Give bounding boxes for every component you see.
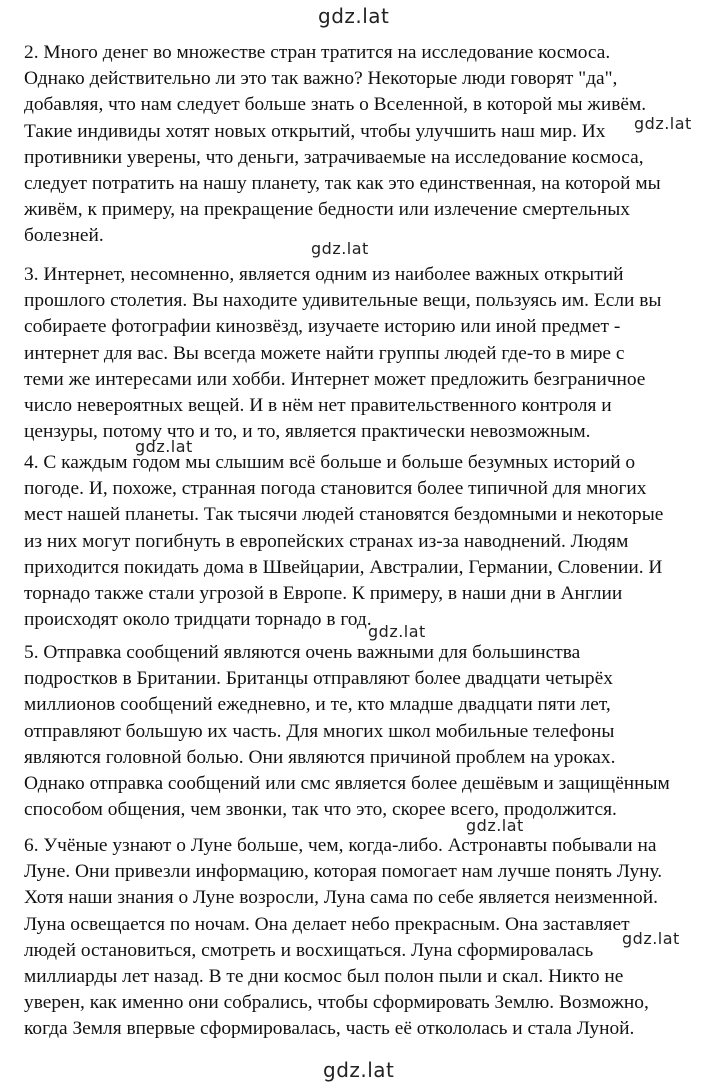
paragraph-5: 5. Отправка сообщений являются очень важными для большинства подростков в Британии. Британцы отправляют более двадцати четырёх миллионов сообщений ежедневно, и те, кто младше двадцати пяти лет, отправляют большую их часть. Для многих школ мобильные телефоны являются головной болью. Они являются причиной проблем на уроках. Однако отправка сообщений или смс является более дешёвым и защищённым способом общения, чем звонки, так что это, скорее всего, продолжится. xyxy=(24,642,670,821)
paragraph-3: 3. Интернет, несомненно, является одним из наиболее важных открытий прошлого столетия. Вы находите удивительные вещи, пользуясь им. Если вы собираете фотографии кинозвёзд, изучаете историю или иной предмет - интернет для вас. Вы всегда можете найти группы людей где-то в мире с теми же интересами или хобби. Интернет может предложить безграничное число невероятных вещей. И в нём нет правительственного контроля и цензуры, потому что и то, и то, является практически невозможным. xyxy=(24,264,662,443)
watermark-bottom: gdz.lat xyxy=(323,1058,395,1082)
watermark: gdz.lat xyxy=(634,114,692,133)
watermark: gdz.lat xyxy=(622,929,680,948)
watermark: gdz.lat xyxy=(135,437,193,456)
paragraph-2: 2. Много денег во множестве стран тратится на исследование космоса. Однако действительно ли это так важно? Некоторые люди говорят "да", добавляя, что нам следует больше знать о Вселенной, в которой мы живём. Такие индивиды хотят новых открытий, чтобы улучшить наш мир. Их противники уверены, что деньги, затрачиваемые на исследование космоса, следует потратить на нашу планету, так как это единственная, на которой мы живём, к примеру, на прекращение бедности или излечение смертельных болезней. xyxy=(24,42,661,247)
watermark: gdz.lat xyxy=(466,816,524,835)
watermark: gdz.lat xyxy=(368,622,426,641)
watermark: gdz.lat xyxy=(311,239,369,258)
paragraph-6: 6. Учёные узнают о Луне больше, чем, когда-либо. Астронавты побывали на Луне. Они привезли информацию, которая помогает нам лучше понять Луну. Хотя наши знания о Луне возросли, Луна сама по себе является неизменной. Луна освещается по ночам. Она делает небо прекрасным. Она заставляет людей остановиться, смотреть и восхищаться. Луна сформировалась миллиарды лет назад. В те дни космос был полон пыли и скал. Никто не уверен, как именно они собрались, чтобы сформировать Землю. Возможно, когда Земля впервые сформировалась, часть её откололась и стала Луной. xyxy=(24,835,663,1040)
paragraph-4: 4. С каждым годом мы слышим всё больше и больше безумных историй о погоде. И, похоже, странная погода становится более типичной для многих мест нашей планеты. Так тысячи людей становятся бездомными и некоторые из них могут погибнуть в европейских странах из-за наводнений. Людям приходится покидать дома в Швейцарии, Австралии, Германии, Словении. И торнадо также стали угрозой в Европе. К примеру, в наши дни в Англии происходят около тридцати торнадо в год. xyxy=(24,452,664,631)
watermark-top: gdz.lat xyxy=(318,4,390,28)
